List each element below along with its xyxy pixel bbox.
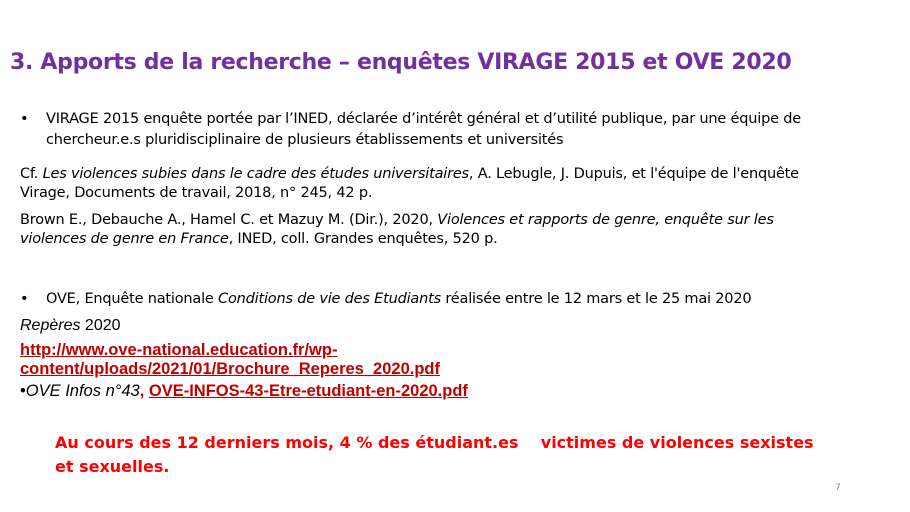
bullet-dot: • (20, 291, 29, 307)
bullet-virage (20, 109, 900, 153)
bullet-virage-line2: chercheur.e.s pluridisciplinaire de plusieurs établissements et universités (46, 132, 564, 148)
ref2-title-line1: Violences et rapports de genre, enquête sur les (437, 212, 774, 228)
highlight-line1: Au cours des 12 derniers mois, 4 % des étudiant.es victimes de violences sexistes (55, 433, 814, 452)
ref2-authors: Brown E., Debauche A., Hamel C. et Mazuy M. (Dir.), 2020, (20, 212, 438, 228)
ref1-line2: Virage, Documents de travail, 2018, n° 245, 42 p. (20, 185, 373, 201)
ove-infos-link[interactable]: OVE-INFOS-43-Etre-etudiant-en-2020.pdf (148, 382, 468, 400)
ref1-title: Les violences subies dans le cadre des études universitaires (42, 166, 469, 182)
ove-infos-label: OVE Infos n°43 (25, 382, 140, 400)
bullet-virage-text (46, 109, 901, 151)
slide-title: 3. Apports de la recherche – enquêtes VIRAGE 2015 et OVE 2020 (10, 50, 792, 75)
reference-lebugle (20, 165, 900, 203)
ove-infos-line (20, 381, 468, 401)
ref1-prefix: Cf. (20, 166, 43, 182)
reperes-link-line2: content/uploads/2021/01/Brochure_Reperes_2020.pdf (20, 360, 440, 378)
reference-brown (20, 211, 900, 249)
ref2-title-line2: violences de genre en France (20, 231, 229, 247)
highlight-line2: et sexuelles. (55, 457, 170, 476)
reperes-italic: Repères (20, 317, 81, 334)
ove-infos-bullet: • (20, 382, 26, 400)
bullet-ove-text (46, 289, 751, 310)
bullet-virage-line1: VIRAGE 2015 enquête portée par l’INED, déclarée d’intérêt général et d’utilité publique, par une équipe de (46, 111, 801, 127)
ref2-rest: , INED, coll. Grandes enquêtes, 520 p. (228, 231, 498, 247)
reperes-label (20, 316, 121, 336)
bullet-dot: • (20, 111, 29, 127)
bullet-ove-prefix: OVE, Enquête nationale (46, 291, 219, 307)
page-number: 7 (835, 483, 841, 493)
reperes-link[interactable] (20, 341, 440, 378)
bullet-ove (20, 289, 900, 311)
reperes-year: 2020 (80, 317, 121, 334)
reperes-link-line1: http://www.ove-national.education.fr/wp- (20, 341, 338, 359)
ref1-rest: , A. Lebugle, J. Dupuis, et l'équipe de l'enquête (468, 166, 799, 182)
highlight-statistic (55, 431, 895, 479)
bullet-ove-rest: réalisée entre le 12 mars et le 25 mai 2020 (440, 291, 752, 307)
ove-infos-separator: , (139, 382, 149, 400)
bullet-ove-title: Conditions de vie des Etudiants (218, 291, 441, 307)
reperes-link-block (20, 341, 440, 379)
